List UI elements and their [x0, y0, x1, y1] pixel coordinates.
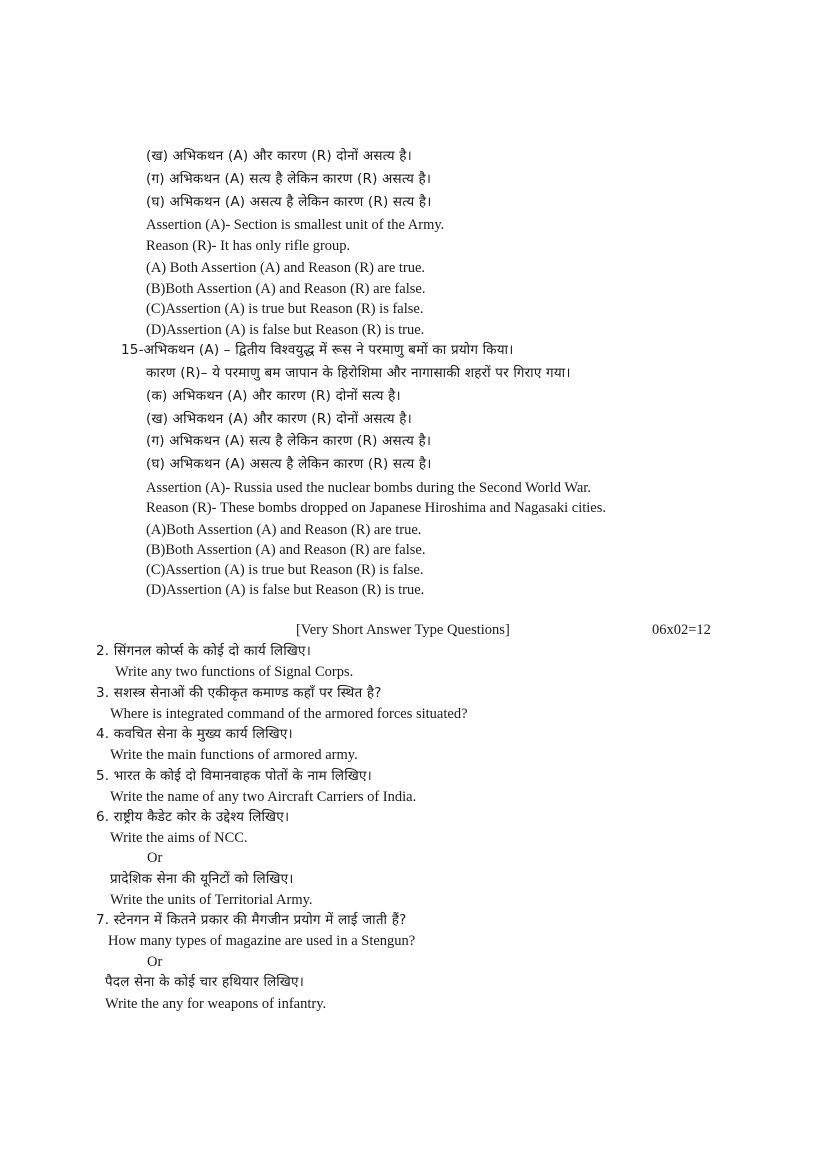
q6-hindi: 6. राष्ट्रीय कैडेट कोर के उद्देश्य लिखिए।	[96, 809, 290, 825]
q14-option-a: (A) Both Assertion (A) and Reason (R) are true.	[146, 260, 426, 276]
q15-hindi-option-gha: (घ) अभिकथन (A) असत्य है लेकिन कारण (R) सत्य है।	[146, 456, 432, 472]
q7-english: How many types of magazine are used in a Stengun?	[108, 933, 416, 949]
q6-alternative-english: Write the units of Territorial Army.	[110, 892, 313, 908]
q15-hindi-option-ga: (ग) अभिकथन (A) सत्य है लेकिन कारण (R) असत्य है।	[146, 433, 432, 449]
q15-option-d: (D)Assertion (A) is false but Reason (R) is true.	[146, 582, 425, 598]
q15-option-c: (C)Assertion (A) is true but Reason (R) is false.	[146, 562, 424, 578]
q6-alternative-hindi: प्रादेशिक सेना की यूनिटों को लिखिए।	[110, 871, 294, 887]
q4-hindi: 4. कवचित सेना के मुख्य कार्य लिखिए।	[96, 726, 293, 742]
q14-hindi-option-kha: (ख) अभिकथन (A) और कारण (R) दोनों असत्य है।	[146, 148, 412, 164]
q5-english: Write the name of any two Aircraft Carriers of India.	[110, 789, 417, 805]
q3-hindi: 3. सशस्त्र सेनाओं की एकीकृत कमाण्ड कहाँ पर स्थित है?	[96, 685, 382, 701]
q14-option-b: (B)Both Assertion (A) and Reason (R) are false.	[146, 281, 426, 297]
q6-or: Or	[147, 850, 163, 866]
q7-alternative-hindi: पैदल सेना के कोई चार हथियार लिखिए।	[105, 974, 305, 990]
q14-reason-english: Reason (R)- It has only rifle group.	[146, 238, 351, 254]
q5-hindi: 5. भारत के कोई दो विमानवाहक पोतों के नाम लिखिए।	[96, 768, 372, 784]
q15-hindi-option-kha: (ख) अभिकथन (A) और कारण (R) दोनों असत्य है।	[146, 411, 412, 427]
q14-hindi-option-gha: (घ) अभिकथन (A) असत्य है लेकिन कारण (R) सत्य है।	[146, 194, 432, 210]
q2-english: Write any two functions of Signal Corps.	[115, 664, 354, 680]
q15-reason-english: Reason (R)- These bombs dropped on Japanese Hiroshima and Nagasaki cities.	[146, 500, 606, 516]
q15-assertion-hindi: 15-अभिकथन (A) – द्वितीय विश्वयुद्ध में रूस ने परमाणु बमों का प्रयोग किया।	[121, 342, 514, 358]
q7-hindi: 7. स्टेनगन में कितने प्रकार की मैगजीन प्रयोग में लाई जाती हैं?	[96, 912, 407, 928]
q15-hindi-option-ka: (क) अभिकथन (A) और कारण (R) दोनों सत्य है।	[146, 388, 401, 404]
q14-option-c: (C)Assertion (A) is true but Reason (R) is false.	[146, 301, 424, 317]
q14-option-d: (D)Assertion (A) is false but Reason (R) is true.	[146, 322, 425, 338]
section-marks: 06x02=12	[652, 622, 711, 638]
q3-english: Where is integrated command of the armored forces situated?	[110, 706, 468, 722]
q15-assertion-english: Assertion (A)- Russia used the nuclear bombs during the Second World War.	[146, 480, 591, 496]
q15-reason-hindi: कारण (R)– ये परमाणु बम जापान के हिरोशिमा और नागासाकी शहरों पर गिराए गया।	[146, 365, 571, 381]
q7-alternative-english: Write the any for weapons of infantry.	[105, 996, 327, 1012]
q14-hindi-option-ga: (ग) अभिकथन (A) सत्य है लेकिन कारण (R) असत्य है।	[146, 171, 432, 187]
q6-english: Write the aims of NCC.	[110, 830, 248, 846]
q15-option-a: (A)Both Assertion (A) and Reason (R) are true.	[146, 522, 422, 538]
q7-or: Or	[147, 954, 163, 970]
q14-assertion-english: Assertion (A)- Section is smallest unit of the Army.	[146, 217, 445, 233]
q4-english: Write the main functions of armored army.	[110, 747, 358, 763]
q2-hindi: 2. सिंगनल कोर्प्स के कोई दो कार्य लिखिए।	[96, 643, 312, 659]
section-title: [Very Short Answer Type Questions]	[296, 622, 510, 638]
q15-option-b: (B)Both Assertion (A) and Reason (R) are false.	[146, 542, 426, 558]
